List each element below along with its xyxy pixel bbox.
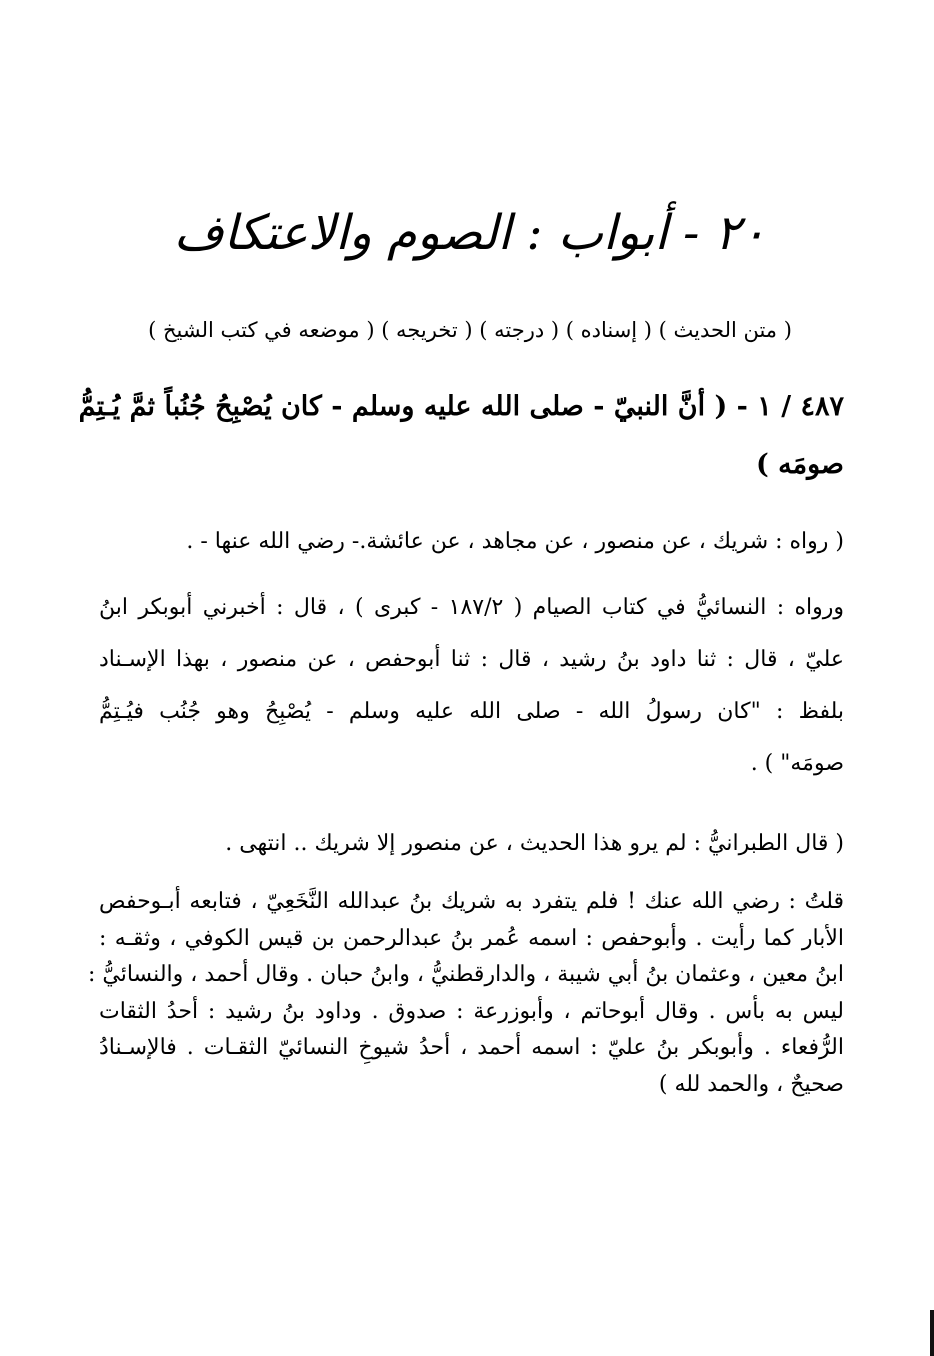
hadith-line: صومَه ) [756, 449, 844, 480]
paragraph-line: الأبار كما رأيت . وأبوحفص : اسمه عُمر بنُ عبدالرحمن بن قيس الكوفي ، وثقـه : [99, 925, 844, 951]
paragraph-line: ابنُ معين ، وعثمان بنُ أبي شيبة ، والدارقطنيُّ ، وابنُ حبان . وقال أحمد ، والنسائيُّ : [87, 962, 844, 987]
paragraph-line: ورواه : النسائيُّ في كتاب الصيام ( ١٨٧/٢ - كبرى ) ، قال : أخبرني أبوبكر ابنُ [99, 595, 844, 620]
page-edge-mark [930, 1310, 934, 1356]
narration-chain-paragraph [99, 524, 844, 560]
chapter-title: ٢٠ - أبواب : الصوم والاعتكاف [173, 205, 767, 261]
paragraph-line: ( قال الطبرانيُّ : لم يرو هذا الحديث ، عن منصور إلا شريك .. انتهى . [225, 831, 844, 856]
commentary-paragraph [87, 884, 844, 1103]
paragraph-line: صحيحٌ ، والحمد لله ) [658, 1071, 844, 1097]
paragraph-line: الرُّفعاء . وأبوبكر بنُ عليّ : اسمه أحمد ، أحدُ شيوخِ النسائيّ الثقـات . فالإسـنادُ [99, 1035, 844, 1060]
hadith-line: ٤٨٧ / ١ - ( أنَّ النبيّ - صلى الله عليه وسلم - كان يُصْبِحُ جُنُباً ثمَّ يُـتِمُّ [78, 391, 844, 422]
tabarani-quote-paragraph [99, 826, 844, 862]
hadith-text [78, 378, 844, 494]
paragraph-line: ( رواه : شريك ، عن منصور ، عن مجاهد ، عن عائشة.- رضي الله عنها - . [186, 529, 844, 554]
paragraph-line: قلتُ : رضي الله عنك ! فلم يتفرد به شريك بنُ عبدالله النَّخَعِيّ ، فتابعه أبـوحفص [99, 889, 844, 914]
paragraph-line: بلفظ : "كان رسولُ الله - صلى الله عليه وسلم - يُصْبِحُ وهو جُنُب فيُـتِمُّ [99, 699, 844, 724]
paragraph-line: ليس به بأس . وقال أبوحاتم ، وأبوزرعة : صدوق . وداود بنُ رشيد : أحدُ الثقات [99, 998, 844, 1024]
takhrij-paragraph [99, 582, 844, 790]
section-legend: ( متن الحديث ) ( إسناده ) ( درجته ) ( تخريجه ) ( موضعه في كتب الشيخ ) [148, 318, 792, 342]
paragraph-line: صومَه" ) . [750, 751, 844, 776]
paragraph-line: عليّ ، قال : ثنا داود بنُ رشيد ، قال : ثنا أبوحفص ، عن منصور ، بهذا الإسـناد [99, 647, 844, 672]
